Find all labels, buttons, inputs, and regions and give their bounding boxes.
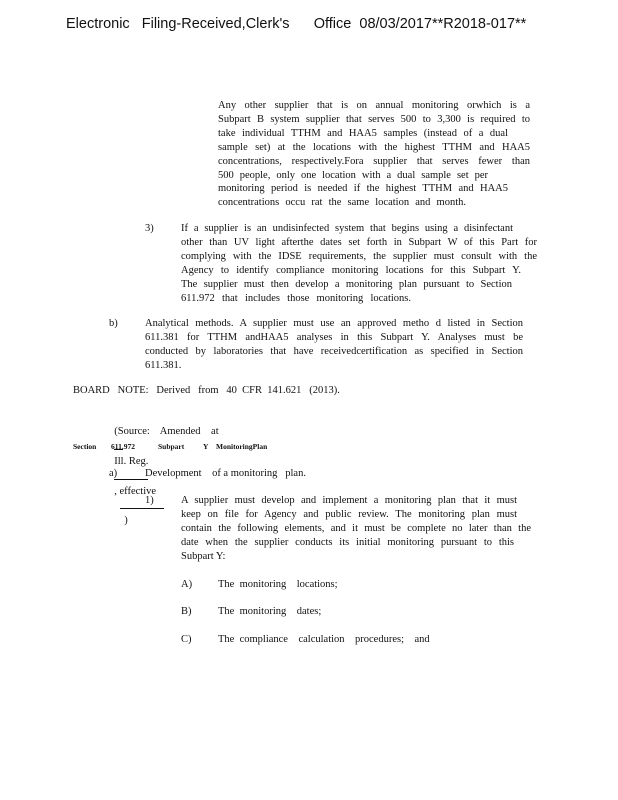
- paragraph-line: take individual TTHM and HAA5 samples (instead of a dual: [218, 127, 508, 139]
- subpart-label: Subpart: [158, 442, 185, 451]
- item-a-label: a): [109, 468, 118, 479]
- item-a1-label: 1): [145, 495, 154, 506]
- source-ill-reg: Ill. Reg.: [114, 455, 149, 467]
- sub-item-b-label: B): [181, 606, 192, 617]
- item-3-label: 3): [145, 223, 154, 234]
- item-a-text: Development of a monitoring plan.: [145, 468, 306, 479]
- item-a1-line: A supplier must develop and implement a monitoring plan that it must: [181, 495, 517, 506]
- item-3-line: If a supplier is an undisinfected system that begins using a disinfectant: [181, 223, 513, 234]
- item-3-line: 611.972 that includes those monitoring locations.: [181, 292, 411, 304]
- section-title: MonitoringPlan: [216, 442, 268, 451]
- item-a1-line: date when the supplier conducts its initial monitoring pursuant to this: [181, 536, 514, 548]
- item-b-line: Analytical methods. A supplier must use an approved metho d listed in Section: [145, 318, 523, 329]
- sub-item-a-text: The monitoring locations;: [218, 579, 338, 590]
- paragraph-line: concentrations occu rat the same location and month.: [218, 197, 466, 209]
- paragraph-line: Any other supplier that is on annual monitoring orwhich is a: [218, 100, 530, 111]
- section-number: 611.972: [111, 442, 135, 451]
- paragraph-line: Subpart B system supplier that serves 500 to 3,300 is required to: [218, 113, 530, 125]
- item-a1-line: Subpart Y:: [181, 550, 226, 562]
- source-blank-date: [120, 498, 164, 509]
- filing-header: Electronic Filing-Received,Clerk's Office 08/03/2017**R2018-017**: [66, 16, 527, 32]
- source-blank-page: [114, 469, 148, 480]
- section-label: Section: [73, 442, 97, 451]
- sub-item-b-text: The monitoring dates;: [218, 606, 322, 617]
- paragraph-line: monitoring period is needed if the highest TTHM and HAA5: [218, 183, 508, 195]
- item-a1-line: keep on file for Agency and public review. The monitoring plan must: [181, 508, 517, 520]
- paragraph-top: [218, 99, 530, 210]
- sub-item-a-label: A): [181, 579, 193, 590]
- paragraph-line: sample set) at the locations with the highest TTHM and HAA5: [218, 141, 530, 153]
- item-3-line: other than UV light afterthe dates set forth in Subpart W of this Part for: [181, 236, 537, 248]
- item-3-line: The supplier must then develop a monitoring plan pursuant to Section: [181, 278, 512, 290]
- item-b-text: [145, 317, 523, 373]
- item-b-label: b): [109, 318, 118, 329]
- paragraph-line: 500 people, only one location with a dual sample set per: [218, 169, 488, 181]
- source-prefix: (Source: Amended at: [114, 425, 219, 437]
- item-a1-text: [181, 494, 531, 564]
- subpart-letter: Y: [203, 442, 209, 451]
- item-3-text: [181, 222, 537, 305]
- source-close: ): [124, 515, 128, 527]
- source-effective: , effective: [114, 485, 157, 497]
- item-b-line: 611.381 for TTHM andHAA5 analyses in this Subpart Y. Analyses must be: [145, 331, 523, 343]
- item-b-line: conducted by laboratories that have receivedcertification as specified in Section: [145, 345, 523, 357]
- sub-item-c-text: The compliance calculation procedures; and: [218, 634, 430, 645]
- item-3-line: Agency to identify compliance monitoring locations for this Subpart Y.: [181, 264, 521, 276]
- sub-item-c-label: C): [181, 634, 192, 645]
- item-b-line: 611.381.: [145, 359, 182, 371]
- paragraph-line: concentrations, respectively.Fora supplier that serves fewer than: [218, 155, 530, 167]
- item-3-line: complying with the IDSE requirements, the supplier must consult with the: [181, 250, 537, 262]
- item-a1-line: contain the following elements, and it must be complete no later than the: [181, 522, 531, 534]
- board-note: BOARD NOTE: Derived from 40 CFR 141.621 (2013).: [73, 385, 340, 396]
